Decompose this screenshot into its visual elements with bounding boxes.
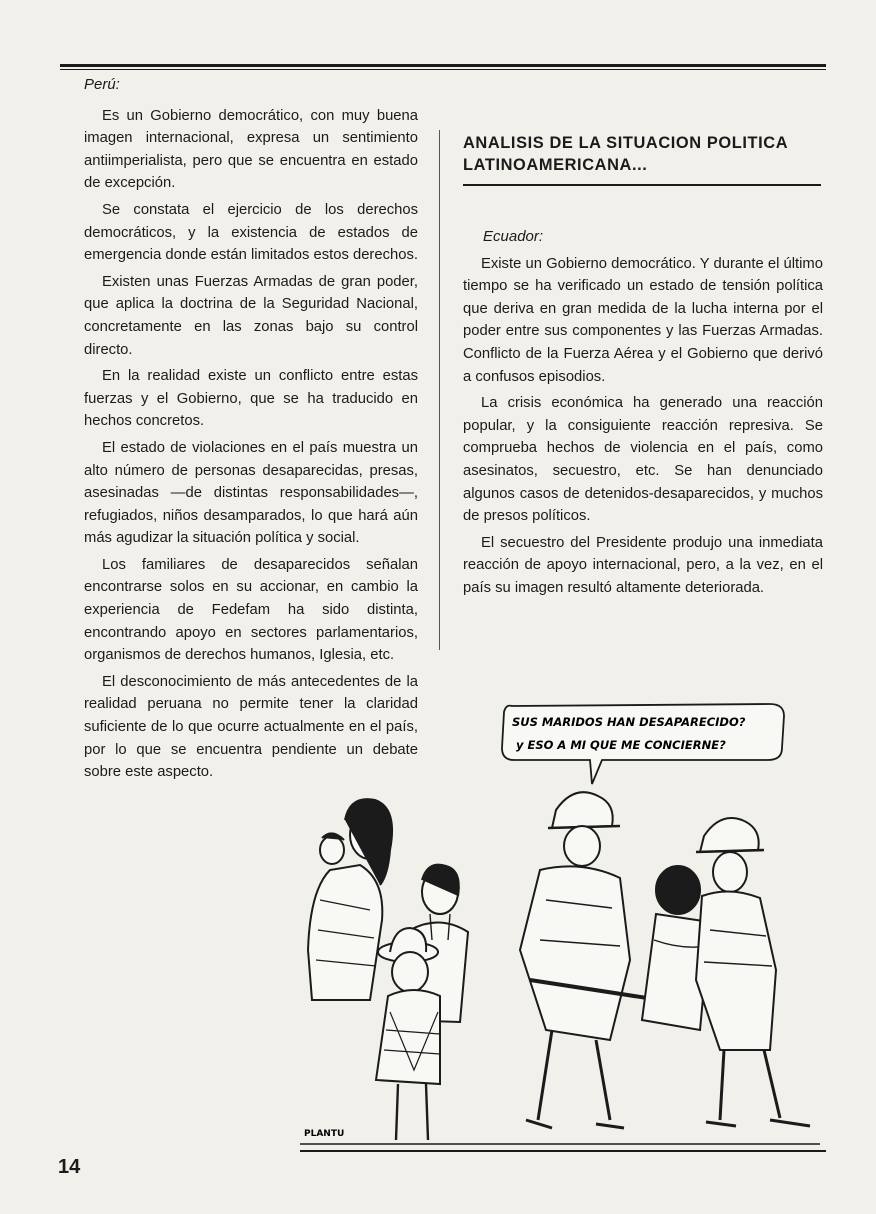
paragraph: Se constata el ejercicio de los derechos democráticos, y la existencia de estados de emergencia donde están limitados estos derechos. <box>84 201 418 264</box>
mother-figure <box>308 799 392 1000</box>
column-divider <box>439 130 440 650</box>
headline-rule <box>463 184 821 186</box>
right-column <box>463 132 823 604</box>
soldier-figure-right <box>696 818 810 1126</box>
page-number: 14 <box>58 1156 81 1178</box>
paragraph: El estado de violaciones en el país muestra un alto número de personas desaparecidas, presas, asesinadas —de distintas responsabilidades—, refugiados, niños desamparados, lo que hará aún más agudizar la situación política y social. <box>84 439 418 547</box>
speech-line-2: y ESO A MI QUE ME CONCIERNE? <box>516 738 726 752</box>
speech-bubble <box>502 704 784 784</box>
cartoon-illustration <box>290 700 830 1150</box>
article-headline: ANALISIS DE LA SITUACION POLITICA LATINOAMERICANA... <box>463 134 788 174</box>
header-rule-thick <box>60 64 826 67</box>
section-label-peru: Perú: <box>84 76 120 93</box>
paragraph: El desconocimiento de más antecedentes de la realidad peruana no permite tener la claridad suficiente de lo que ocurre actualmente en el país, por lo que se encuentra pendiente un debate sobre este aspecto. <box>84 673 418 781</box>
paragraph: La crisis económica ha generado una reacción popular, y la consiguiente reacción represiva. Se comprueba hechos de violencia en el país, como asesinatos, secuestro, etc. Se han denunciado algunos casos de detenidos-desaparecidos, y muchos de presos políticos. <box>463 395 823 525</box>
header-rule-thin <box>60 69 826 70</box>
left-column <box>84 74 418 788</box>
paragraph: Es un Gobierno democrático, con muy buena imagen internacional, expresa un sentimiento antiimperialista, pero que se encuentra en estado de excepción. <box>84 107 418 192</box>
paragraph: El secuestro del Presidente produjo una inmediata reacción de apoyo internacional, pero, a la vez, en el país su imagen resultó altamente deteriorada. <box>463 534 823 596</box>
speech-line-1: SUS MARIDOS HAN DESAPARECIDO? <box>512 715 746 729</box>
paragraph: Existen unas Fuerzas Armadas de gran poder, que aplica la doctrina de la Seguridad Nacional, concretamente en las zonas bajo su control directo. <box>84 273 418 358</box>
artist-signature: PLANTU <box>304 1129 345 1139</box>
section-label-ecuador: Ecuador: <box>483 228 544 245</box>
soldier-figure-left <box>520 792 660 1128</box>
paragraph: Los familiares de desaparecidos señalan encontrarse solos en su accionar, en cambio la experiencia de Fedefam ha sido distinta, encontrando apoyo en sectores parlamentarios, organismos de derechos humanos, Iglesia, etc. <box>84 556 418 664</box>
footer-rule <box>300 1150 826 1152</box>
paragraph: En la realidad existe un conflicto entre estas fuerzas y el Gobierno, que se ha traducido en hechos concretos. <box>84 368 418 430</box>
paragraph: Existe un Gobierno democrático. Y durante el último tiempo se ha verificado un estado de tensión política que deriva en gran medida de la lucha interna por el poder entre sus componentes y las Fuerzas Armadas. Conflicto de la Fuerza Aérea y el Gobierno que derivó a confusos episodios. <box>463 255 823 385</box>
